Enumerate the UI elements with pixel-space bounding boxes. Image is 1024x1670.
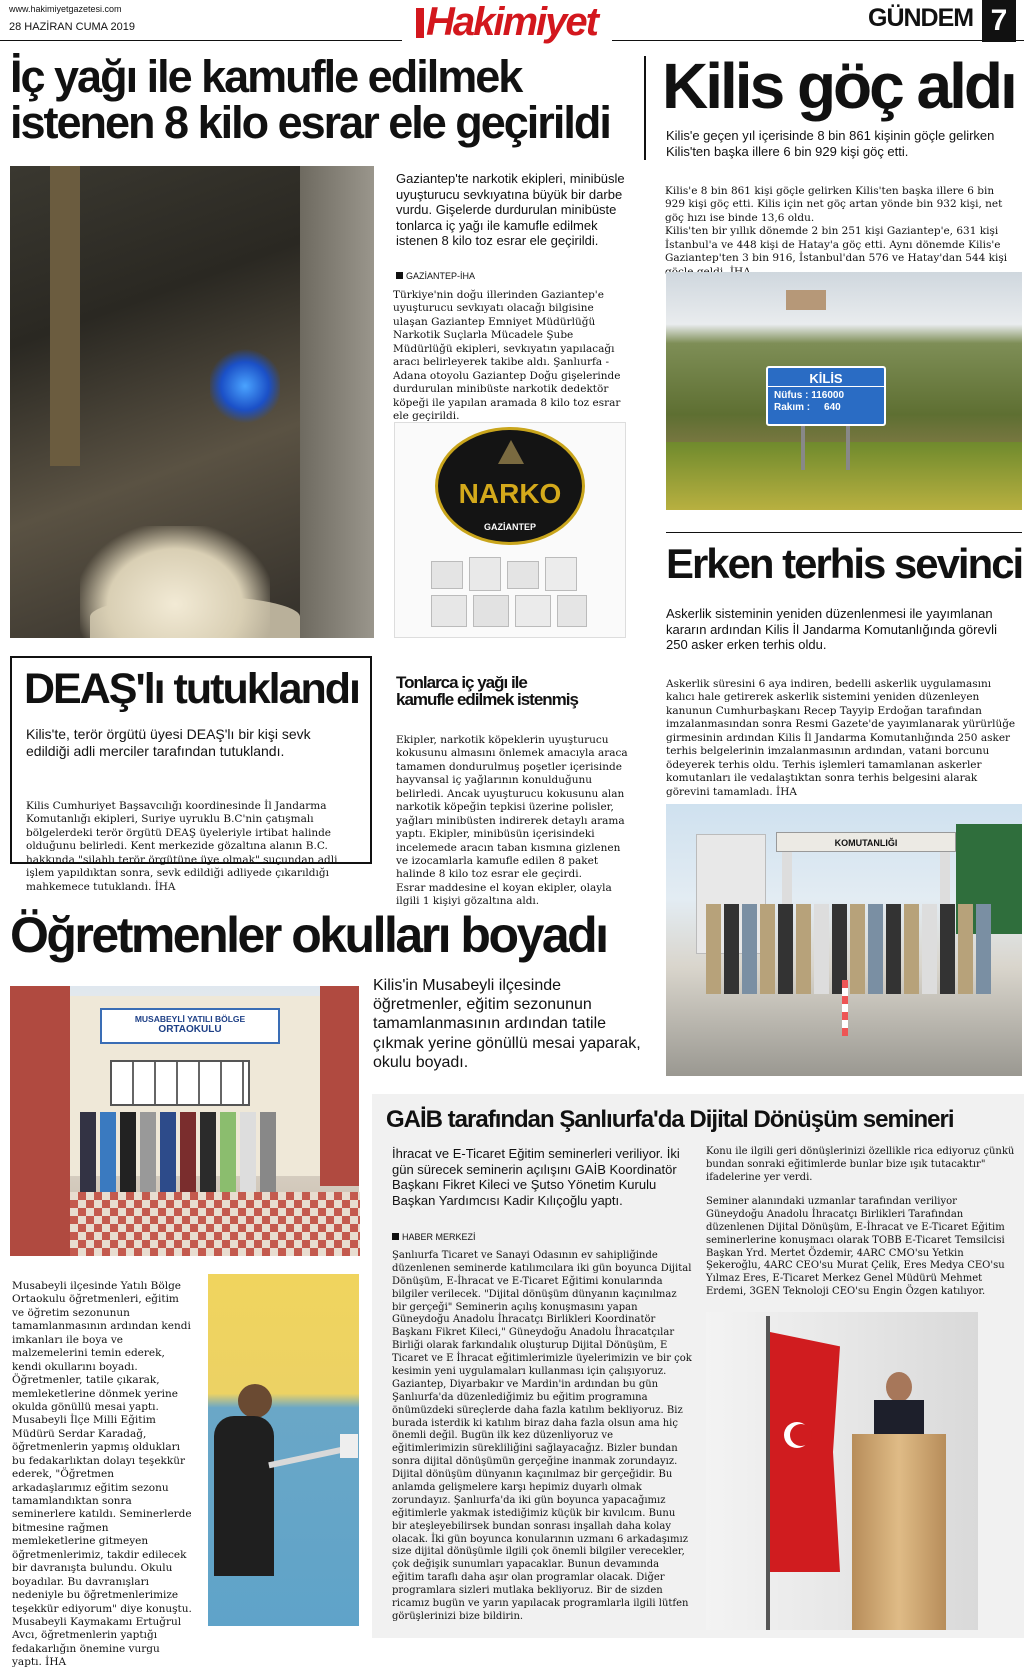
narko-logo: NARKO GAZİANTEP — [435, 427, 585, 545]
podium — [852, 1434, 946, 1630]
page-number-box — [982, 0, 1016, 42]
kilis-photo-sign — [666, 272, 1022, 510]
narko-body2: Ekipler, narkotik köpeklerin uyuşturucu kokusunu almasını önlemek amacıyla araca tamamen dondurulmuş poşetler içerisinde hayvansal iç yağlarının konulduğunu belirledi. Ancak uyuşturucu kokusunu alan narkotik köpeğin tepkisi üzerine polisler, yağları minibüsten indirerek detaylı arama yaptı. Ekipler, minibüsün içerisindeki incelemede aracın taban kısmına gizlenen ve izocamlarla kamufle edilen 8 paket halinde 8 kilo toz esrar ele geçirdi. Esrar maddesine el koyan ekipler, olayla ilgili 1 kişiyi gözaltına aldı. — [396, 734, 628, 908]
website-url[interactable]: www.hakimiyetgazetesi.com — [9, 4, 122, 14]
kilis-body: Kilis'e 8 bin 861 kişi göçle gelirken Kilis'ten başka illere 6 bin 929 kişi göç etti. Kilis için net göç artan yönde bin 932 kişi, net göç hızı ise binde 13,6 oldu. Kilis'ten bir yıllık dönemde 2 bin 251 kişi Gaziantep'e, 631 kişi İstanbul'a ve 448 kişi de Hatay'a göç etti. Aynı dönemde Kilis'e Gaziantep'ten 3 bin 916, İstanbul'dan 576 ve Hatay'dan 544 kişi — [665, 185, 1008, 265]
narko-headline — [10, 51, 640, 148]
section-label: GÜNDEM — [868, 4, 974, 32]
narko-lead: Gaziantep'te narkotik ekipleri, minibüsle uyuşturucu sevkıyatına büyük bir darbe vurdu. Gişelerde durdurulan minibüste tonlarca iç yağı ile kamufle edilmek istenen 8 kilo toz esrar ele geçirildi. — [396, 171, 625, 249]
narko-photo-seized-drugs — [394, 422, 626, 638]
terhis-lead: Askerlik sisteminin yeniden düzenlenmesi ile yayımlanan kararın ardından Kilis İl Jandarma Komutanlığında görevli 250 asker erken terhis oldu. — [666, 606, 997, 653]
gaib-headline: GAİB tarafından Şanlıurfa'da Dijital Dönüşüm semineri — [386, 1106, 954, 1133]
ogretmen-photo-painting — [208, 1274, 359, 1626]
terhis-headline: Erken terhis sevinci — [666, 540, 1023, 587]
deas-lead: Kilis'te, terör örgütü üyesi DEAŞ'lı bir kişi sevk edildiği adli merciler tarafından tutuklandı. — [26, 726, 311, 759]
narko-headline-line1: İç yağı ile kamufle edilmek — [10, 51, 522, 102]
turkish-flag — [770, 1332, 840, 1572]
narko-photo-minibus — [10, 166, 374, 638]
gaib-body-col2: Konu ile ilgili geri dönüşlerinizi özellikle rica ediyoruz çünkü bundan sonraki eğitimlerde bunlar bize ışık tutacaktır" ifadelerine yer verdi. Seminer alanındaki uzmanlar tarafından veriliyor Güneydoğu Anadolu İhracatçı Birlikleri Tarafından düzenlenen Dijital Dönüşüm, E-İhracat ve E-Ticaret Eğitim seminerlerine konuşmacı olarak TOBB E-Ticaret Temsilcisi Başkan Yrd. Mertet Özdemir, 4ARC CMO'su Yetkin Şekeroğlu, 4ARC CEO'su Murat Çelik, Eres Medya CEO'su Yılmaz Eres, E-Ticaret Merkez Genel Müdürü Mehmet Erdemi, 3GEN Teknoloji CEO'su Engin Özgen katılıyor. — [706, 1146, 1015, 1297]
kilis-lead: Kilis'e geçen yıl içerisinde 8 bin 861 kişinin göçle gelirken Kilis'ten başka illere 6 bin 929 kişi göç etti. — [666, 128, 995, 159]
deas-headline: DEAŞ'lı tutuklandı — [24, 665, 359, 713]
terhis-body: Askerlik süresini 6 aya indiren, bedelli askerlik uygulamasını kalıcı hale getirerek askerlik sistemini yeniden düzenleyen kanunun Cumhurbaşkanı Recep Tayyip Erdoğan tarafından imzalanmasından sonra Resmi Gazete'de yayımlanarak yürürlüğe girmesinin ardından Kilis İl Jandarma Komutanlığında 250 asker terhis belgelerinin imzalanmasının ardından, vatani borcunu ödeyerek terhis oldu. Terhis işlemleri tamamlanan askerler komutanları ile vedalaştıktan sonra terhis belgesini alarak görevini tamamladı. İHA — [666, 678, 1016, 798]
narko-subhead: Tonlarca iç yağı ile kamufle edilmek istenmiş — [396, 673, 578, 710]
wolf-icon — [498, 440, 524, 464]
deas-body: Kilis Cumhuriyet Başsavcılığı koordinesinde İl Jandarma Komutanlığı ekipleri, Suriye uyruklu B.C'nin çatışmalı bölgelerdeki terör örgütü DEAŞ üyeleriyle irtibat halinde olduğunu belirledi. Kent merkezide gözaltına alanın B.C. hakkında "silahlı terör örgütüne üye olmak" suçundan adli işlem yapıldıktan sonra, sevk edildiği adliyede çıkarıldığı mahkemece tutuklandı. İHA — [26, 800, 338, 893]
narko-source: GAZİANTEP-İHA — [396, 271, 475, 281]
page-number: 7 — [990, 4, 1008, 37]
barracks-gate: KOMUTANLIĞI — [776, 832, 956, 852]
masthead — [0, 0, 1024, 44]
gaib-photo-speaker — [706, 1312, 978, 1630]
kilis-city-sign: KİLİS Nüfus : 116000 Rakım : 640 — [766, 366, 886, 426]
newspaper-logo: Hakimiyet — [416, 2, 604, 42]
ogretmen-photo-school — [10, 986, 359, 1256]
gaib-lead: İhracat ve E-Ticaret Eğitim seminerleri veriliyor. İki gün sürecek seminerin açılışını GAİB Koordinatör Başkanı Fikret Kileci ve Şutso Yönetim Kurulu Başkan Yardımcısı Kadir Kılıçoğlu yaptı. — [392, 1146, 680, 1208]
terhis-photo-soldiers — [666, 804, 1022, 1076]
ogretmen-lead: Kilis'in Musabeyli ilçesinde öğretmenler, eğitim sezonunun tamamlanmasının ardından tatile çıkmak yerine gönüllü mesai yaparak, okulu boyadı. — [373, 977, 641, 1071]
narko-headline-line2: istenen 8 kilo esrar ele geçirildi — [10, 96, 610, 148]
school-sign: MUSABEYLİ YATILI BÖLGE ORTAOKULU — [100, 1008, 280, 1044]
kilis-headline: Kilis göç aldı — [662, 50, 1015, 122]
issue-date: 28 HAZİRAN CUMA 2019 — [9, 21, 135, 33]
ogretmen-headline: Öğretmenler okulları boyadı — [10, 907, 607, 963]
gaib-source: HABER MERKEZİ — [392, 1232, 476, 1242]
ogretmen-body: Musabeyli ilçesinde Yatılı Bölge Ortaokulu öğretmenleri, eğitim ve öğretim sezonunun tamamlanmasının ardından kendi imkanları ile boya ve malzemelerini temin ederek, kendi okullarını boyadı. Öğretmenler, tatile çıkarak, memleketlerine dönmek yerine okulda gönüllü mesai yaptı. Musabeyli İlçe Milli Eğitim Müdürü Serdar Karadağ, öğretmenlerin yapmış oldukları bu fedakarlıktan dolayı teşekkür ederek, "Öğretmen arkadaşlarımız eğitim sezonu tamamlandıktan sonra seminerlere katıldı. Seminerlerde bitmesine rağmen memleketlerine gitmeyen öğretmenlerimiz, takdir edilecek bir davranışta bulundu. Okulu boyadılar. Bu davranışları nedeniyle bu öğretmenlerimize teşekkür ediyorum" diye konuştu. Musabeyli Kaymakamı Ertuğrul Avcı, öğretmenlerin yaptığı fedakarlığın önemine vurgu yaptı. İHA — [12, 1280, 192, 1669]
gaib-body-col1: Şanlıurfa Ticaret ve Sanayi Odasının ev sahipliğinde düzenlenen seminerde katılımcılara iki gün boyunca Dijital Dönüşüm, E-İhracat ve E-Ticaret Eğitimi konularında bilgiler verilecek. "Dijital dönüşüm dünyanın kaçınılmaz bir gerçeği" Seminerin açılış konuşmasını yapan Güneydoğu Anadolu İhracatçı Birlikleri Koordinatör Başkanı Fikret Kileci," Güneydoğu Anadolu İhracatçılar Birliği olarak farkındalık oluşturup Dijital Dönüşüm, E Ticaret ve E İhracat eğitimlerimizle üyelerimizin ve bir çok kesimin yeni uygulamaları kullanması için çalışıyoruz. Gaziantep, Diyarbakır ve Mardin'in ardından bu gün Şanlıurfa'da düzenlediğimiz bu eğitim programına önümüzdeki süreçlerde daha fazla katılım bekliyoruz. Biz burada isterdik ki katılım biraz daha fazla olsun ama hiç önemli değil. Bugün ilk kez düzenliyoruz ve eğitimlerimizin sürekliliğini sağlayacağız. Bizler bundan sonra dijital dönüşümün gerçeğine inanmak zorundayız. Dijital dönüşüm dünyanın kaçınılmaz bir gerçeğidir. Bu anlamda gelişmelere karşı hepimiz duyarlı olmak zorundayız. Şanlıurfa'da iki gün boyunca yapacağımız eğitimlerle yakmak istediğimiz küçük bir kıvılcım. Bunu bir ateşleyebilirsek bundan sonrası inşallah daha kolay olacak. İki gün boyunca konularının uzmanı 6 arkadaşımız size dijital dönüşümle ilgili çok önemli bilgiler verecekler, çok değişik sunumları yapacaklar. Bunun devamında eğitim taraflı daha aşır olan programlar olacak. Diğer programlara sizleri mutlaka bekliyoruz. Bir de sizden ricamız bugün ve yarın yapılacak programlarla ilgili lütfen görüşlerinizi bize bildirin. — [392, 1250, 692, 1622]
narko-body: Türkiye'nin doğu illerinden Gaziantep'e uyuşturucu sevkıyatı olacağı bilgisine ulaşan Gaziantep Emniyet Müdürlüğü Narkotik Suçlarla Mücadele Şube Müdürlüğü ekipleri, sevkıyatın yapılacağı aracı belirleyerek takibe aldı. Şanlıurfa - Adana otoyolu Gaziantep Doğu gişelerinde durdurulan minibüste narkotik dedektör köpeği ile yapılan aramada 8 kilo toz esrar ele geçirildi. — [393, 289, 621, 422]
